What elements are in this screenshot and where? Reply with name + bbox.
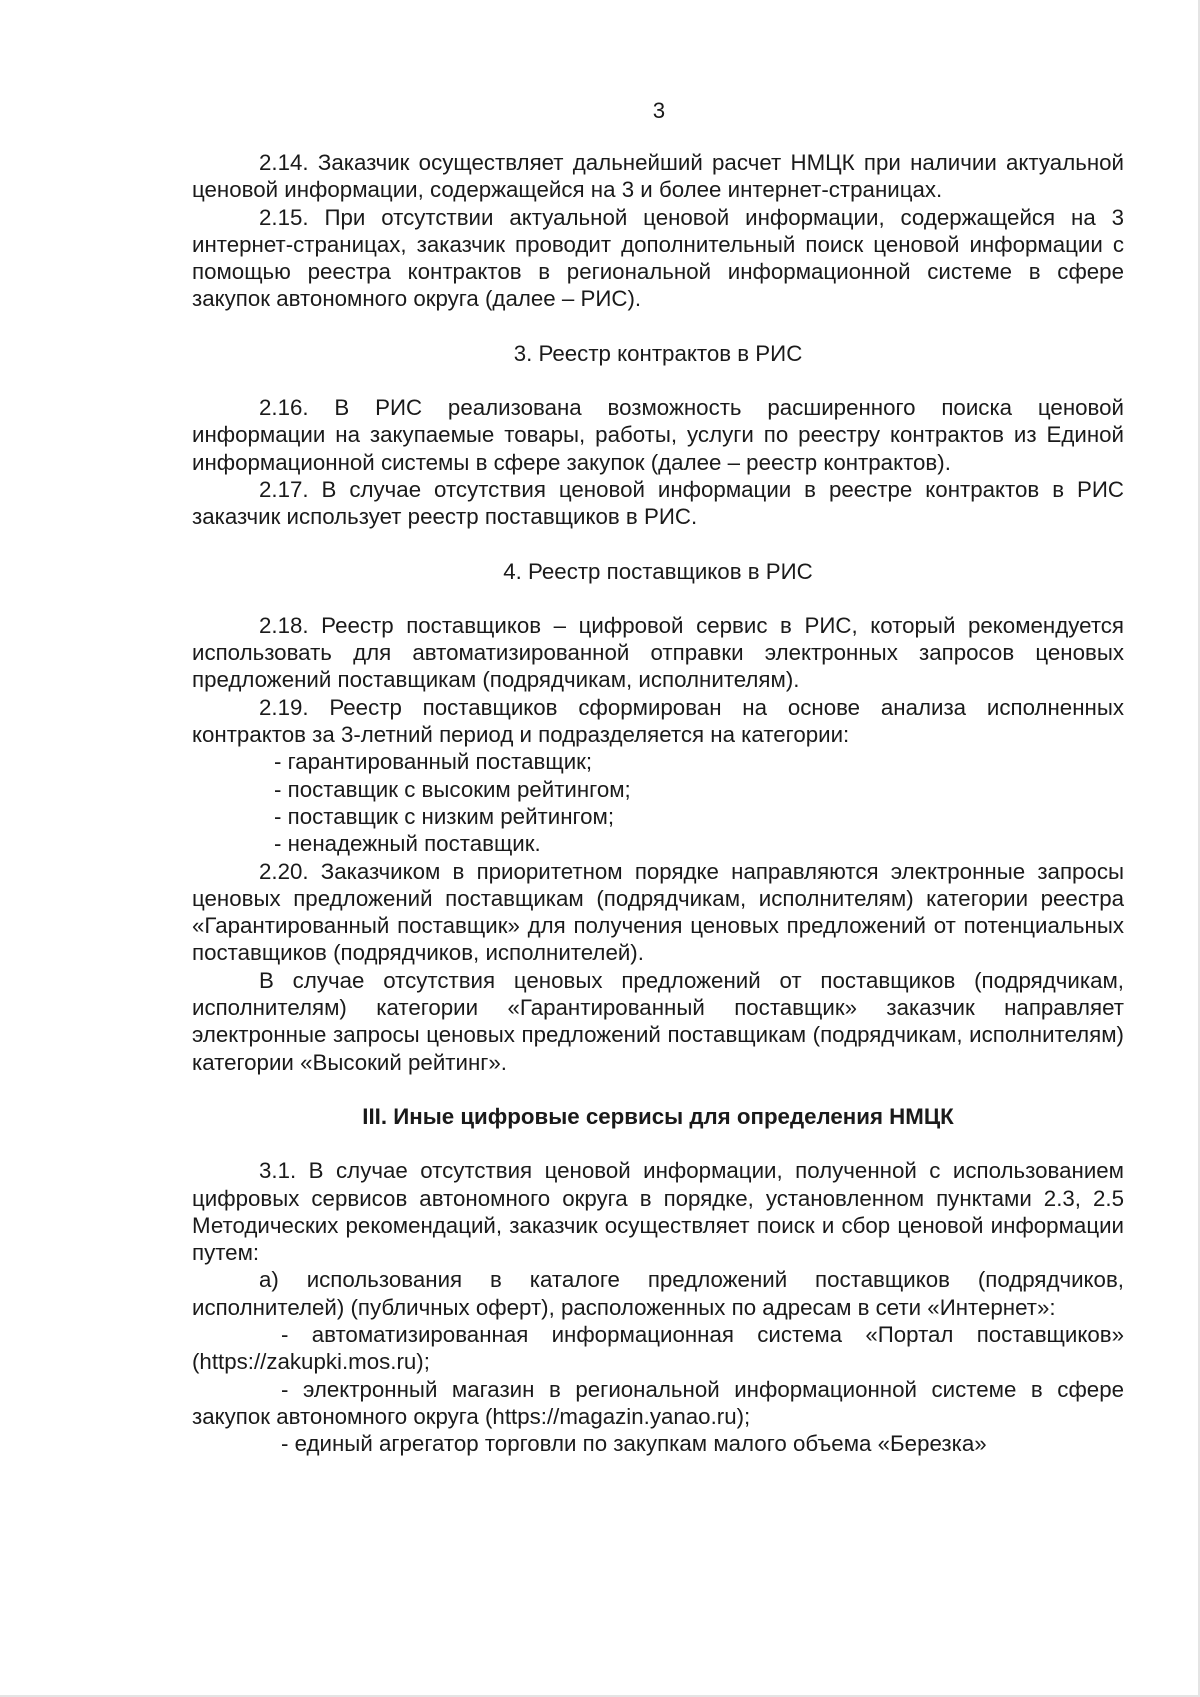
paragraph-2-17: 2.17. В случае отсутствия ценовой информации в реестре контрактов в РИС заказчик использует реестр поставщиков в РИС. xyxy=(192,476,1124,530)
paragraph-3-1-a: а) использования в каталоге предложений поставщиков (подрядчиков, исполнителей) (публичных оферт), расположенных по адресам в сети «Интернет»: xyxy=(192,1267,1124,1320)
section-heading-III: III. Иные цифровые сервисы для определения НМЦК xyxy=(362,1103,954,1129)
spacer xyxy=(192,1076,1124,1103)
service-item: - электронный магазин в региональной информационной системе в сфере закупок автономного округа (https://magazin.yanao.ru); xyxy=(192,1376,1124,1429)
spacer xyxy=(192,1130,1124,1157)
page-number: 3 xyxy=(652,98,666,123)
spacer xyxy=(192,367,1124,394)
paragraph-2-16: 2.16. В РИС реализована возможность расширенного поиска ценовой информации на закупаемые товары, работы, услуги по реестру контрактов из Единой информационной системы в сфере закупок (далее – реестр контрактов). xyxy=(192,395,1124,475)
paragraph-2-19: 2.19. Реестр поставщиков сформирован на основе анализа исполненных контрактов за 3-летний период и подразделяется на категории: xyxy=(192,694,1124,748)
spacer xyxy=(192,313,1124,340)
section-heading-3: 3. Реестр контрактов в РИС xyxy=(513,340,803,366)
document-body xyxy=(192,149,1124,1457)
paragraph-2-15: 2.15. При отсутствии актуальной ценовой информации, содержащейся на 3 интернет-страницах, заказчик проводит дополнительный поиск ценовой информации с помощью реестра контрактов в региональной информационной системе в сфере закупок автономного округа (далее – РИС). xyxy=(192,204,1124,312)
paragraph-2-14: 2.14. Заказчик осуществляет дальнейший расчет НМЦК при наличии актуальной ценовой информации, содержащейся на 3 и более интернет-страницах. xyxy=(192,150,1124,203)
category-item: - гарантированный поставщик; xyxy=(274,749,593,775)
paragraph-2-18: 2.18. Реестр поставщиков – цифровой сервис в РИС, который рекомендуется использовать для автоматизированной отправки электронных запросов ценовых предложений поставщикам (подрядчикам, исполнителям). xyxy=(192,612,1124,693)
category-item: - поставщик с высоким рейтингом; xyxy=(274,776,631,802)
paragraph-2-20-continued: В случае отсутствия ценовых предложений от поставщиков (подрядчикам, исполнителям) категории «Гарантированный поставщик» заказчик направляет электронные запросы ценовых предложений поставщикам (подрядчикам, исполнителям) категории «Высокий рейтинг». xyxy=(192,967,1124,1075)
category-item: - поставщик с низким рейтингом; xyxy=(274,803,615,829)
service-item: - автоматизированная информационная система «Портал поставщиков» (https://zakupki.mos.ru); xyxy=(192,1321,1124,1375)
spacer xyxy=(192,531,1124,558)
section-heading-4: 4. Реестр поставщиков в РИС xyxy=(503,558,813,584)
spacer xyxy=(192,585,1124,612)
category-item: - ненадежный поставщик. xyxy=(274,831,541,857)
paragraph-3-1: 3.1. В случае отсутствия ценовой информации, полученной с использованием цифровых сервисов автономного округа в порядке, установленном пунктами 2.3, 2.5 Методических рекомендаций, заказчик осуществляет поиск и сбор ценовой информации путем: xyxy=(192,1158,1124,1266)
service-item: - единый агрегатор торговли по закупкам малого объема «Березка» xyxy=(281,1431,987,1457)
paragraph-2-20: 2.20. Заказчиком в приоритетном порядке направляются электронные запросы ценовых предложений поставщикам (подрядчикам, исполнителям) категории реестра «Гарантированный поставщик» для получения ценовых предложений от потенциальных поставщиков (подрядчиков, исполнителей). xyxy=(192,858,1124,966)
